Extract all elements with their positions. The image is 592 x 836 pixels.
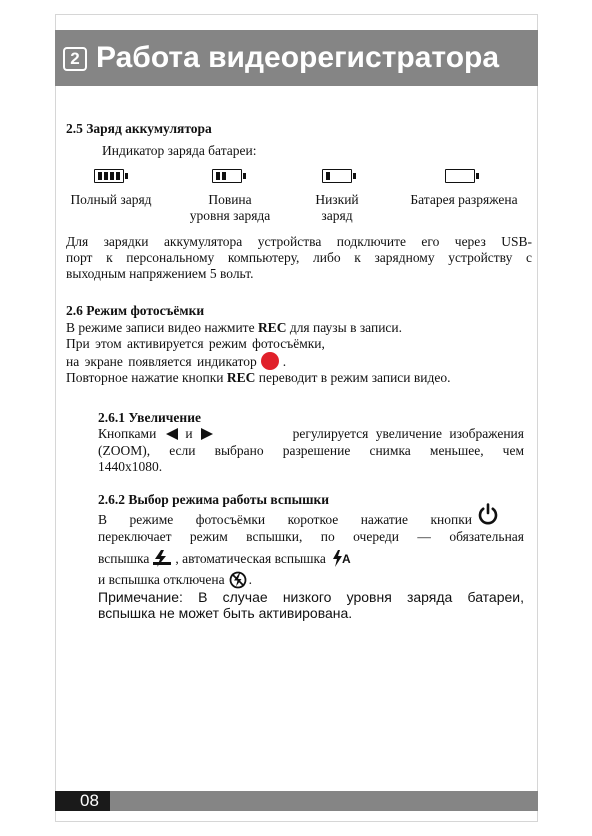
battery-level-label: Повина [208, 192, 252, 207]
page-number: 08 [80, 791, 99, 810]
paragraph-line: Повторное нажатие кнопки REC переводит в режим записи видео. [66, 370, 451, 385]
battery-full-icon [94, 169, 124, 183]
paragraph-line: (ZOOM), если выбрано разрешение снимка меньшее, чем [98, 443, 524, 458]
footer-bar [55, 791, 538, 811]
flash-forced-icon [152, 550, 172, 568]
rec-label: REC [257, 320, 287, 335]
flash-off-icon [229, 571, 247, 589]
paragraph-line: В режиме фотосъёмки короткое нажатие кнопки [98, 512, 472, 527]
section-heading-2-6-1: 2.6.1 Увеличение [98, 410, 201, 425]
battery-level-label: Батарея разряжена [410, 192, 518, 207]
section-heading-2-5: 2.5 Заряд аккумулятора [66, 121, 212, 136]
paragraph-line: Кнопками и регулируется увеличение изображения [98, 426, 524, 441]
svg-text:A: A [341, 552, 351, 566]
battery-half-icon [212, 169, 242, 183]
battery-low-icon [322, 169, 352, 183]
chapter-badge: 2 [63, 47, 87, 71]
battery-level-label: Низкий [315, 192, 359, 207]
note-line: вспышка не может быть активирована. [98, 605, 353, 621]
battery-level-label: уровня заряда [189, 208, 271, 223]
battery-level-label: Полный заряд [70, 192, 152, 207]
paragraph-line: Для зарядки аккумулятора устройства подключите его через USB- [66, 234, 532, 249]
battery-level-label: заряд [321, 208, 353, 223]
paragraph-line: порт к персональному компьютеру, либо к зарядному устройству с [66, 250, 532, 265]
paragraph-line: и вспышка отключена . [98, 572, 253, 587]
paragraph-line: 1440х1080. [98, 459, 163, 474]
paragraph-line: При этом активируется режим фотосъёмки, [66, 336, 325, 351]
paragraph-line: на экране появляется индикатор . [66, 354, 287, 369]
section-heading-2-6: 2.6 Режим фотосъёмки [66, 303, 205, 318]
flash-auto-icon [332, 550, 354, 568]
note-line: Примечание: В случае низкого уровня заряда батареи, [98, 589, 524, 605]
arrow-right-icon [199, 427, 215, 441]
arrow-left-icon [164, 427, 180, 441]
paragraph-line: В режиме записи видео нажмите REC для паузы в записи. [66, 320, 403, 335]
paragraph-line: вспышка , автоматическая вспышка A [98, 550, 354, 568]
paragraph-line: переключает режим вспышки, по очереди — обязательная [98, 529, 524, 544]
battery-empty-icon [445, 169, 475, 183]
section-heading-2-6-2: 2.6.2 Выбор режима работы вспышки [98, 492, 330, 507]
rec-indicator-icon [261, 352, 279, 370]
paragraph-line: выходным напряжением 5 вольт. [66, 266, 254, 281]
rec-label: REC [226, 370, 256, 385]
page-title: Работа видеорегистратора [96, 41, 500, 74]
battery-indicator-label: Индикатор заряда батареи: [102, 143, 257, 158]
power-icon [477, 502, 499, 526]
